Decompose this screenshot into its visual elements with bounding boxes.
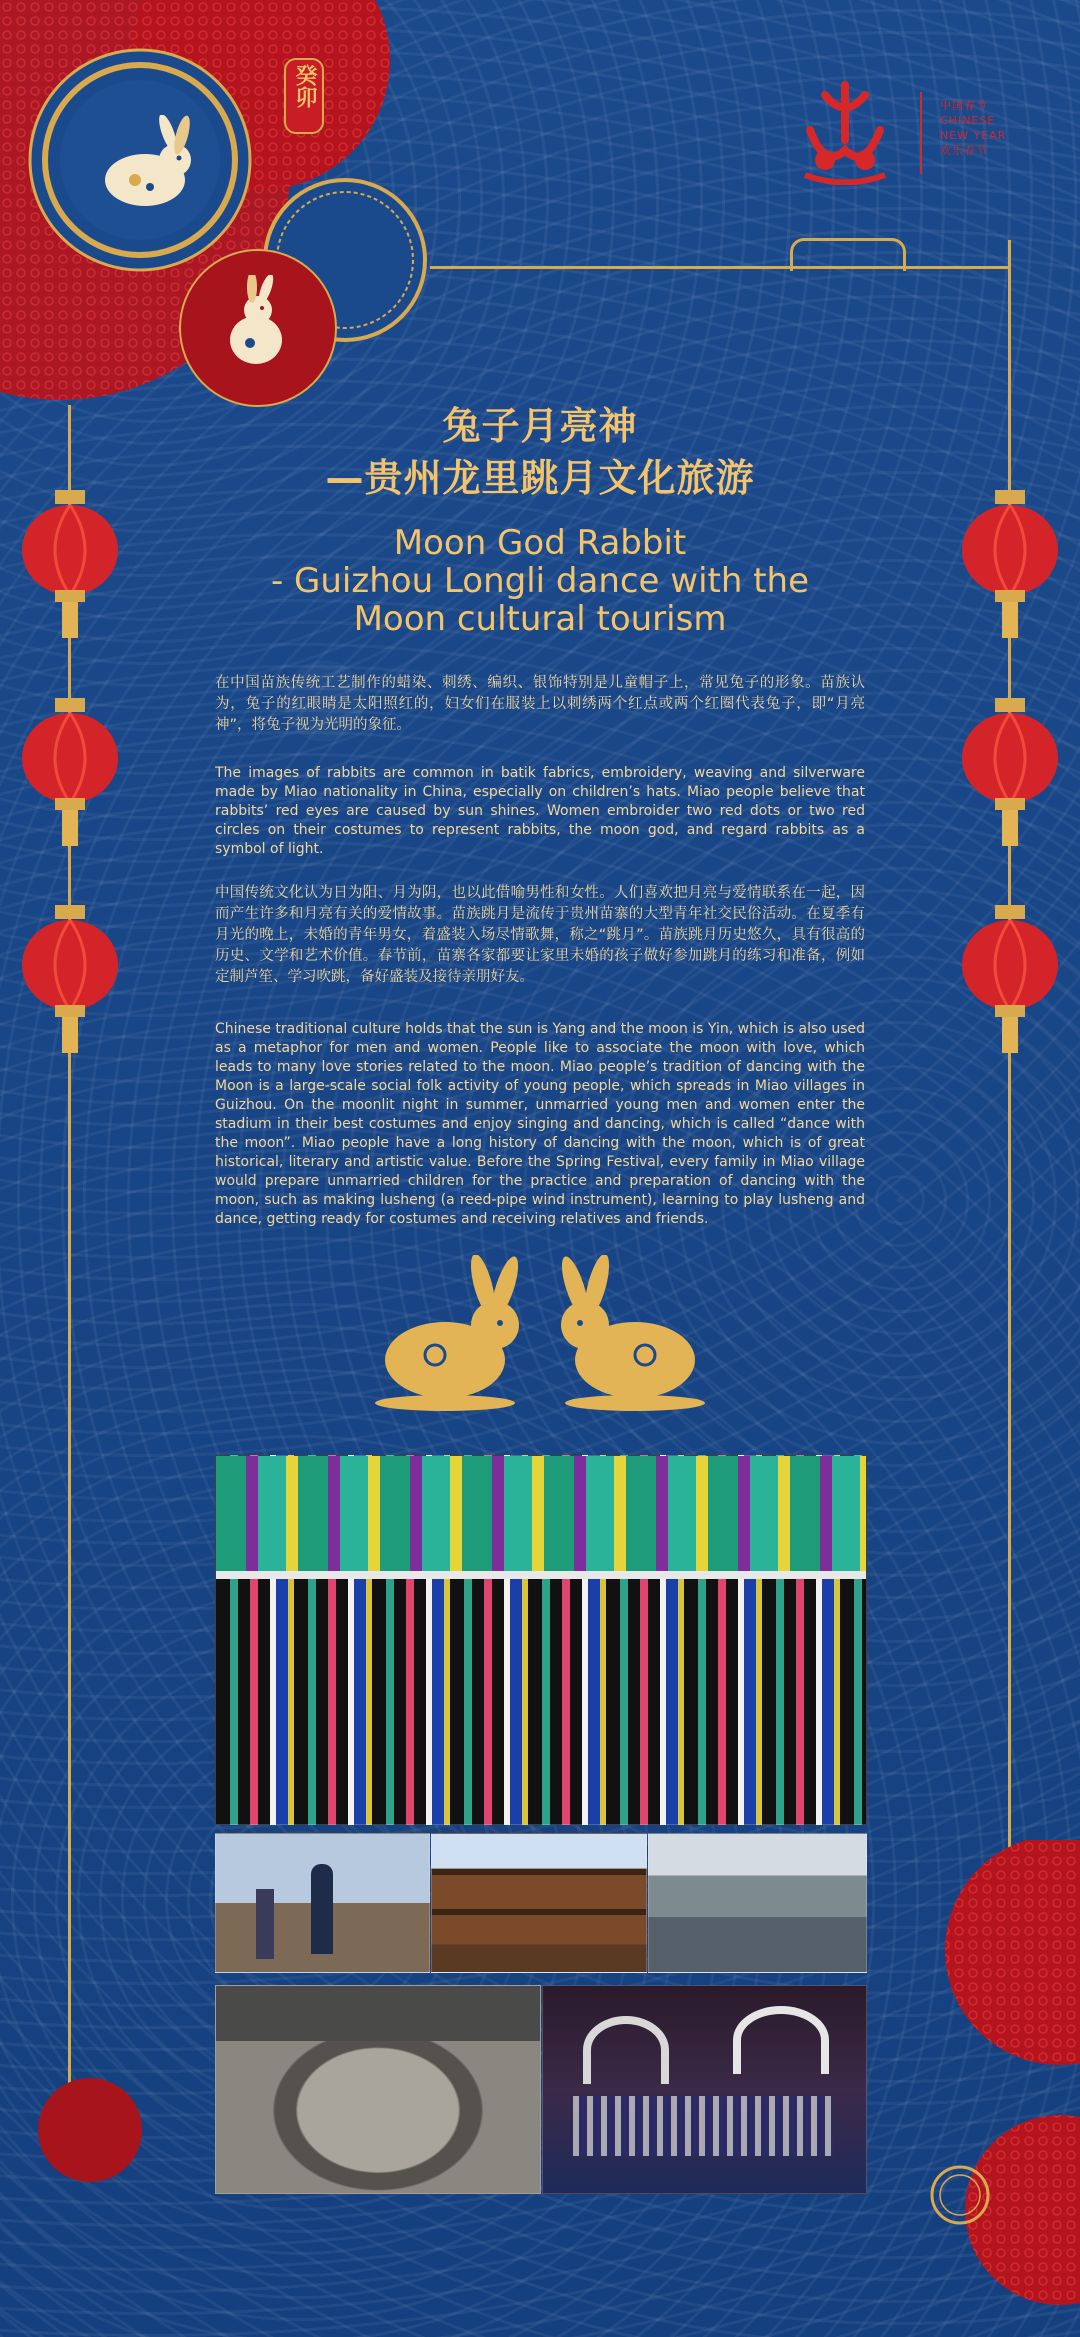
lantern-icon [960, 698, 1060, 848]
logo-line: 欢乐春节 [940, 144, 988, 157]
rabbit-icon [90, 115, 200, 215]
embroidery-stripe [216, 1571, 866, 1579]
embroidery-photo [215, 1455, 867, 1825]
rabbit-icon [557, 1255, 705, 1411]
paragraph-cn-2: 中国传统文化认为日为阳、月为阴，也以此借喻男性和女性。人们喜欢把月亮与爱情联系在一起，因而产生许多和月亮有关的爱情故事。苗族跳月是流传于贵州苗寨的大型青年社交民俗活动。在夏季有月光的晚上，未婚的青年男女，着盛装入场尽情歌舞，称之“跳月”。苗族跳月历史悠久，具有很高的历史、文学和艺术价值。春节前，苗寨各家都要让家里未婚的孩子做好参加跳月的练习和准备，例如定制芦笙、学习吹跳，备好盛装及接待亲朋好友。 [215, 885, 865, 985]
rabbit-icon [218, 275, 298, 370]
lantern-icon [20, 905, 120, 1055]
festival-logo-icon [795, 80, 895, 185]
rabbit-icon [375, 1255, 523, 1411]
lantern-icon [960, 905, 1060, 1055]
title-en-line1: Moon God Rabbit [393, 523, 687, 563]
logo-line: NEW YEAR [940, 129, 1007, 142]
title-cn-line1: 兔子月亮神 [442, 404, 638, 448]
paragraph-cn-1: 在中国苗族传统工艺制作的蜡染、刺绣、编织、银饰特别是儿童帽子上，常见兔子的形象。苗族认为，兔子的红眼睛是太阳照红的，妇女们在服装上以刺绣两个红点或两个红圈代表兔子，即“月亮神”，将兔子视为光明的象征。 [215, 675, 865, 733]
lantern-icon [20, 698, 120, 848]
paragraph-en-2: Chinese traditional culture holds that the sun is Yang and the moon is Yin, which is also used as a metaphor for men and women. People like to associate the moon with love, which leads to many love stories related to the moon. Miao people’s tradition of dancing with the Moon is a large-scale social folk activity of young people, which spreads in Miao villages in Guizhou. On the moonlit night in summer, unmarried young men and women enter the stadium in their best costumes and enjoy singing and dancing, which is called “dance with the moon”. Miao people have a long history of dancing with the moon, which is of great historical, literary and artistic value. Before the Spring Festival, every family in Miao village would prepare unmarried children for the practice and preparation of dancing with the moon, such as making lusheng (a reed-pipe wind instrument), learning to play lusheng and dance, getting ready for costumes and receiving relatives and friends. [215, 1021, 865, 1227]
logo-divider [920, 92, 922, 174]
title-en-line3: Moon cultural tourism [353, 599, 727, 639]
year-badge [284, 58, 324, 134]
logo-line: CHINESE [940, 114, 996, 127]
bottom-ornament [0, 1840, 1080, 2337]
logo-text [940, 98, 1006, 158]
paragraph-en-1: The images of rabbits are common in batik fabrics, embroidery, weaving and silverware made by Miao nationality in China, especially on children’s hats. Miao people believe that rabbits’ red eyes are caused by sun shines. Women embroider two red dots or two red circles on their costumes to represent rabbits, the moon god, and regard rabbits as a symbol of light. [215, 765, 865, 857]
logo-line: 中国春节 [940, 99, 988, 112]
title-en-line2: - Guizhou Longli dance with the [270, 561, 810, 601]
embroidery-band [216, 1456, 866, 1571]
frame-scroll-ornament [790, 238, 906, 271]
top-left-ornament [0, 0, 430, 420]
twin-rabbits-ornament [355, 1255, 725, 1415]
frame-top [430, 266, 1010, 269]
year-badge-text: 癸卯 [292, 64, 317, 108]
title-cn-line2: —贵州龙里跳月文化旅游 [325, 456, 755, 500]
